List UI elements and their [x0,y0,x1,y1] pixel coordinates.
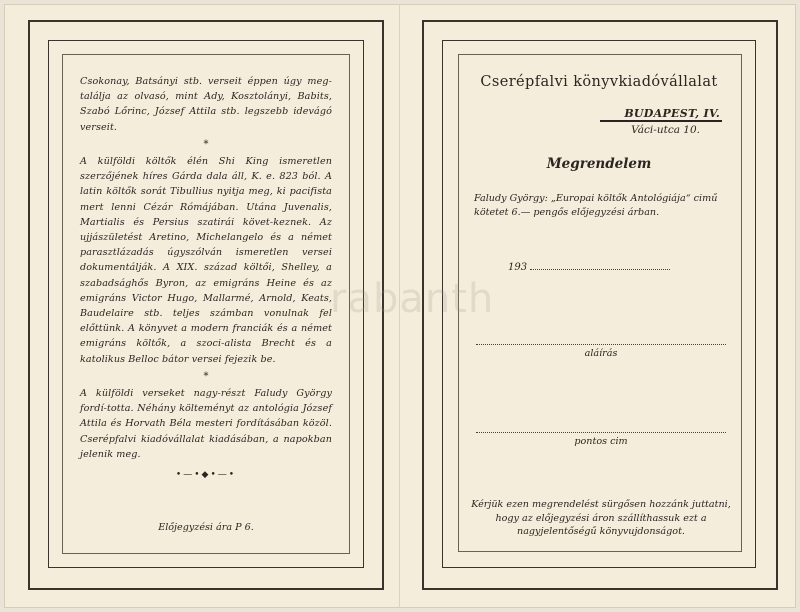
watermark: rabanth [330,276,495,322]
preorder-price: Előjegyzési ára P 6. [158,522,254,533]
separator-star: * [203,370,209,382]
footer-note: Kérjük ezen megrendelést sürgősen hozzánk juttatni, hogy az előjegyzési áron szállíthassuk ezt a nagyjelentőségű könyvujdonságot. [471,499,731,537]
left-panel-text [80,74,332,483]
address-field[interactable] [476,432,726,433]
intro-paragraph: Csokonay, Batsányi stb. verseit éppen úgy meg-találja az olvasó, mint Ady, Kosztolányi, Babits, Szabó Lőrinc, József Attila stb. legszebb idevágó verseit. [80,76,332,133]
ornament-divider: •—•◆•—• [175,470,237,481]
signature-label: aláírás [584,348,618,359]
date-field[interactable] [530,269,670,270]
city-underline [600,120,722,122]
separator-star: * [203,138,209,150]
foreign-poets-paragraph: A külföldi költők élén Shi King ismeretlen szerzőjének híres Gárda dala áll, K. e. 823 ból. A latin költők sorát Tibullius nyitja meg, ki pacifista mert lenni Cézár Rómájában. Utána Juvenalis, Martialis és Persius szatirái követ-keznek. Az ujjászületést Aretino, Michelangelo és a német parasztlázadás úgyszólván ismeretlen versei dokumentálják. A XIX. század költői, Shelley, a szabadsághős Byron, az emigráns Heine és az emigráns Victor Hugo, Mallarmé, Arnold, Keats, Baudelaire stb. teljes számban vonulnak fel előttünk. A könyvet a modern franciák és a német emigráns költők, a szoci-alista Brecht és a katolikus Belloc bátor versei fejezik be. [80,156,332,365]
signature-field[interactable] [476,344,726,345]
publisher-city: BUDAPEST, IV. [624,107,720,120]
address-label: pontos cim [574,436,628,447]
translation-paragraph: A külföldi verseket nagy-részt Faludy György fordí-totta. Néhány költeményt az antológia József Attila és Horvath Béla mesteri fordításában közöl. Cserépfalvi kiadóvállalat kiadásában, a napokban jelenik meg. [80,388,332,460]
order-text: Faludy György: „Europai költők Antológiája“ cimű kötetet 6.— pengős előjegyzési árban. [474,193,718,218]
publisher-name: Cserépfalvi könyvkiadóvállalat [480,74,718,90]
publisher-street: Váci-utca 10. [631,124,700,136]
order-title: Megrendelem [546,156,652,172]
date-year-prefix: 193 [508,262,528,273]
